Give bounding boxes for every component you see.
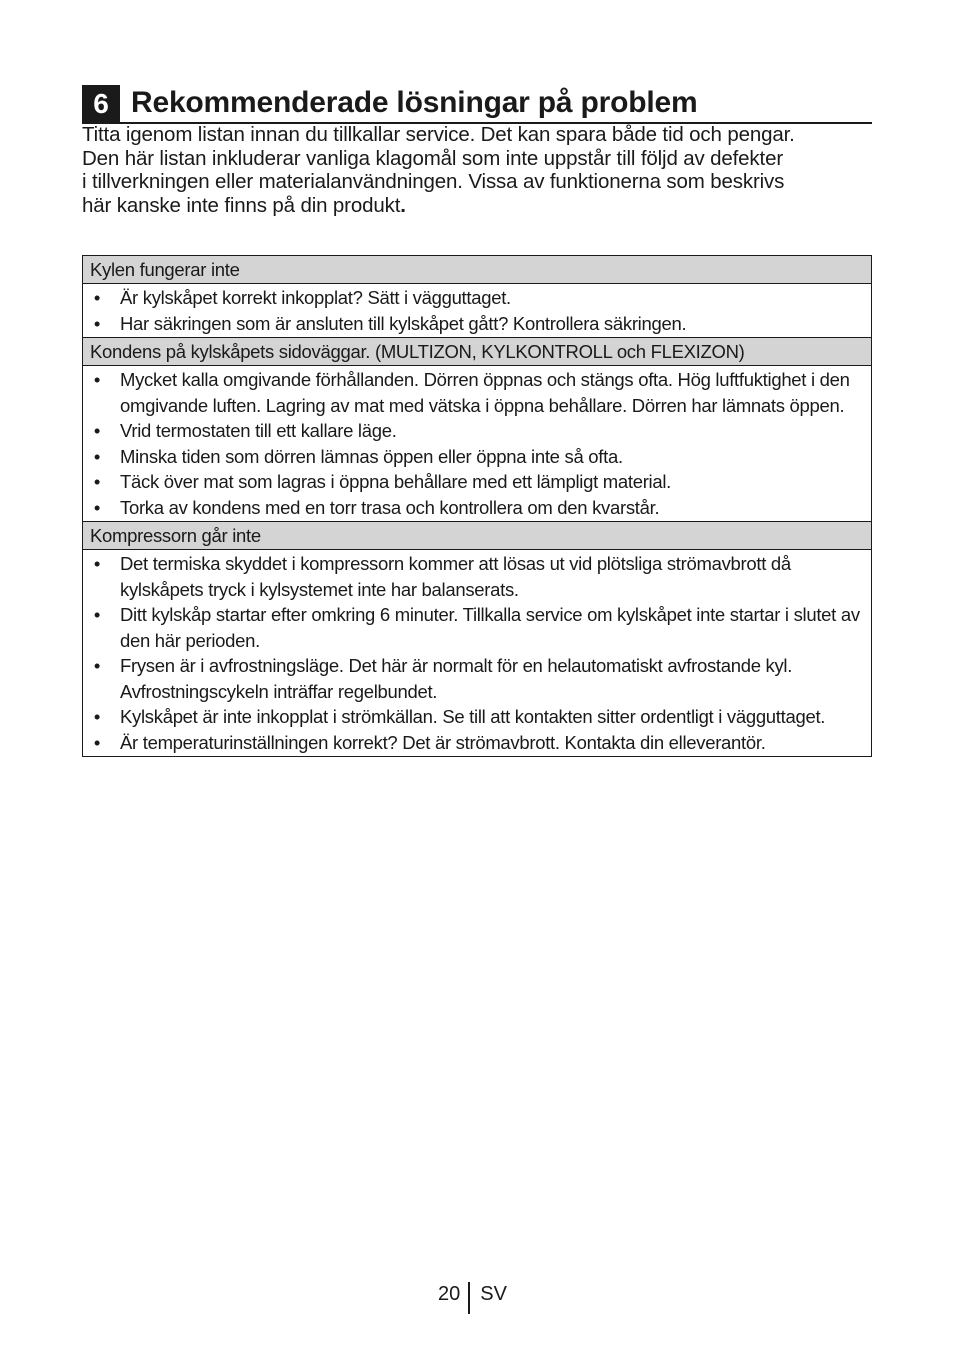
solution-list — [90, 551, 863, 755]
solution-cell — [83, 366, 872, 522]
intro-line: i tillverkningen eller materialanvändningen. Vissa av funktionerna som beskrivs — [82, 170, 785, 193]
bullet-icon: • — [93, 655, 101, 676]
language-code: SV — [480, 1283, 507, 1305]
solution-item — [90, 730, 863, 756]
solution-row — [83, 284, 872, 338]
solution-item — [90, 418, 863, 444]
problem-row — [83, 256, 872, 284]
problem-title: Kondens på kylskåpets sidoväggar. (MULTIZON, KYLKONTROLL och FLEXIZON) — [83, 338, 872, 366]
solution-item — [90, 602, 863, 653]
problem-row — [83, 338, 872, 366]
bullet-icon: • — [93, 731, 101, 753]
solution-text: Minska tiden som dörren lämnas öppen eller öppna inte så ofta. — [120, 445, 623, 467]
section-number-badge: 6 — [82, 85, 120, 122]
solution-text: Vrid termostaten till ett kallare läge. — [120, 420, 397, 441]
solution-cell — [83, 284, 872, 338]
solution-row — [83, 550, 872, 757]
solution-row — [83, 366, 872, 522]
solution-item — [90, 495, 863, 521]
solution-text: Är temperaturinställningen korrekt? Det är strömavbrott. Kontakta din elleverantör. — [120, 731, 766, 753]
solution-item — [90, 704, 863, 730]
solution-item — [90, 285, 863, 311]
intro-line: Titta igenom listan innan du tillkallar service. Det kan spara både tid och pengar. — [82, 123, 795, 146]
bullet-icon: • — [93, 553, 101, 574]
solution-text: Kylskåpet är inte inkopplat i strömkällan. Se till att kontakten sitter ordentligt i vägguttaget. — [120, 706, 826, 727]
footer-divider — [468, 1282, 470, 1314]
section-header — [82, 84, 872, 124]
bullet-icon: • — [93, 312, 101, 334]
intro-line-text: här kanske inte finns på din produkt — [82, 193, 401, 217]
bullet-icon: • — [93, 604, 101, 625]
solution-item — [90, 469, 863, 495]
solution-item — [90, 367, 863, 418]
bullet-icon: • — [93, 369, 101, 390]
bullet-icon: • — [93, 471, 101, 492]
page-number: 20 — [438, 1283, 461, 1305]
solution-text: Är kylskåpet korrekt inkopplat? Sätt i vägguttaget. — [120, 287, 511, 308]
section-title: Rekommenderade lösningar på problem — [131, 86, 698, 119]
problem-title: Kompressorn går inte — [83, 522, 872, 550]
solution-text: Täck över mat som lagras i öppna behållare med ett lämpligt material. — [120, 471, 672, 492]
intro-line: Den här listan inkluderar vanliga klagomål som inte uppstår till följd av defekter — [82, 146, 784, 170]
solution-text: Det termiska skyddet i kompressorn kommer att lösas ut vid plötsliga strömavbrott då kylskåpets tryck i kylsystemet inte har balanserats. — [120, 553, 791, 600]
bullet-icon: • — [93, 445, 101, 467]
solution-text: Ditt kylskåp startar efter omkring 6 minuter. Tillkalla service om kylskåpet inte startar i slutet av den här perioden. — [120, 604, 860, 651]
problem-title: Kylen fungerar inte — [83, 256, 872, 284]
solution-list — [90, 285, 863, 336]
bullet-icon: • — [93, 420, 101, 441]
intro-line — [82, 194, 882, 218]
bullet-icon: • — [93, 706, 101, 727]
troubleshooting-table — [82, 255, 872, 757]
solution-item — [90, 653, 863, 704]
intro-paragraph — [82, 123, 882, 217]
bullet-icon: • — [93, 287, 101, 308]
solution-item — [90, 551, 863, 602]
problem-row — [83, 522, 872, 550]
intro-end-punctuation: . — [400, 193, 406, 217]
solution-cell — [83, 550, 872, 757]
solution-text: Frysen är i avfrostningsläge. Det här är normalt för en helautomatiskt avfrostande kyl. Avfrostningscykeln inträffar regelbundet. — [120, 655, 793, 702]
solution-text: Har säkringen som är ansluten till kylskåpet gått? Kontrollera säkringen. — [120, 312, 687, 334]
bullet-icon: • — [93, 496, 101, 518]
solution-item — [90, 311, 863, 337]
solution-text: Mycket kalla omgivande förhållanden. Dörren öppnas och stängs ofta. Hög luftfuktighet i den omgivande luften. Lagring av mat med vätska i öppna behållare. Dörren har lämnats öppen. — [120, 369, 850, 416]
page-footer — [438, 1282, 507, 1312]
solution-text: Torka av kondens med en torr trasa och kontrollera om den kvarstår. — [120, 496, 660, 518]
solution-list — [90, 367, 863, 520]
solution-item — [90, 444, 863, 470]
